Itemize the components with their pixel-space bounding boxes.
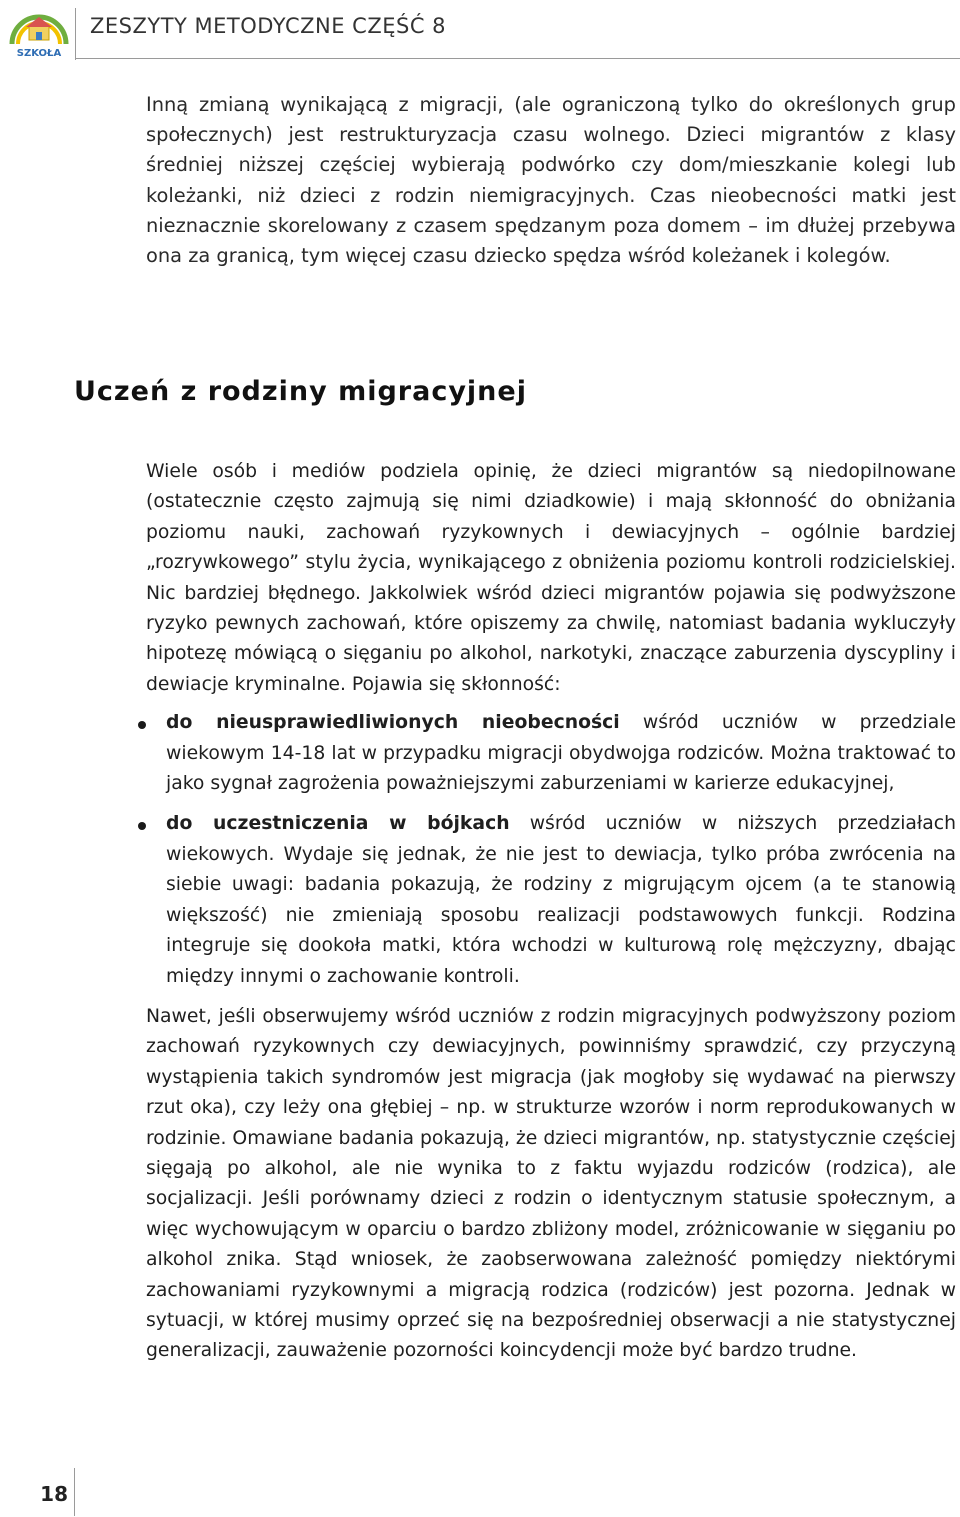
list-item (146, 809, 956, 991)
intro-block (146, 90, 956, 271)
list-item-bold: do uczestniczenia w bójkach (166, 813, 510, 835)
bullet-list (146, 708, 956, 992)
bullet-icon (138, 721, 146, 729)
section-paragraph-2: Nawet, jeśli obserwujemy wśród uczniów z rodzin migracyjnych podwyższony poziom zachowań ryzykownych czy dewiacyjnych, powinniśmy sprawdzić, czy przyczyną wystąpienia takich syndromów jest migracja (jak mogłoby się wydawać na pierwszy rzut oka), czy leży ona głębiej – np. w strukturze wzorów i norm reprodukowanych w rodzinie. Omawiane badania pokazują, że dzieci migrantów, np. statystycznie częściej sięgają po alkohol, ale nie wynika to z faktu wyjazdu rodziców (rodzica), ale socjalizacji. Jeśli porównamy dzieci z rodzin o identycznym statusie społecznym, a więc wychowującym w oparciu o bardzo zbliżony model, zróżnicowanie w sięganiu po alkohol znika. Stąd wniosek, że zaobserwowana zależność pomiędzy niektórymi zachowaniami ryzykownymi a migracją rodzica (rodziców) jest pozorna. Jednak w sytuacji, w której musimy oprzeć się na bezpośredniej obserwacji a nie statystycznej generalizacji, zauważenie pozorności koincydencji może być bardzo trudne. (146, 1005, 956, 1362)
section-body (146, 457, 956, 1367)
list-item-bold: do nieusprawiedliwionych nieobecności (166, 712, 620, 734)
list-item-rest: wśród uczniów w niższych przedziałach wiekowych. Wydaje się jednak, że nie jest to dewiacja, tylko próba zwrócenia na siebie uwagi: badania pokazują, że rodziny z migrującym ojcem (a te stanowią większość) nie zmieniają sposobu realizacji podstawowych funkcji. Rodzina integruje się dookoła matki, która wchodzi w kulturową rolę mężczyzny, dbając między innymi o zachowanie kontroli. (166, 813, 956, 987)
logo-text: SZKOŁA (16, 48, 62, 59)
header-underline (75, 58, 960, 59)
list-item-text (166, 708, 956, 799)
page-header-title: ZESZYTY METODYCZNE CZĘŚĆ 8 (90, 14, 447, 38)
section-heading: Uczeń z rodziny migracyjnej (74, 376, 527, 407)
list-item (146, 708, 956, 799)
footer-divider (74, 1468, 75, 1516)
section-paragraph-1: Wiele osób i mediów podziela opinię, że dzieci migrantów są niedopilnowane (ostatecznie często zajmują się nimi dziadkowie) i mają skłonność do obniżania poziomu nauki, zachowań ryzykownych i dewiacyjnych – ogólnie bardziej „rozrywkowego” stylu życia, wynikającego z obniżenia poziomu kontroli rodzicielskiej. Nic bardziej błędnego. Jakkolwiek wśród dzieci migrantów pojawia się podwyższone ryzyko pewnych zachowań, które opiszemy za chwilę, natomiast badania wykluczyły hipotezę mówiącą o sięganiu po alkohol, narkotyki, znaczące zaburzenia dyscypliny i dewiacje kryminalne. Pojawia się skłonność: (146, 461, 956, 695)
school-logo-icon (2, 4, 76, 62)
intro-paragraph: Inną zmianą wynikającą z migracji, (ale ograniczoną tylko do określonych grup społecznych) jest restrukturyzacja czasu wolnego. Dzieci migrantów z klasy średniej niższej częściej wybierają podwórko czy dom/mieszkanie kolegi lub koleżanki, niż dzieci z rodzin niemigracyjnych. Czas nieobecności matki jest nieznacznie skorelowany z czasem spędzanym poza domem – im dłużej przebywa ona za granicą, tym więcej czasu dziecko spędza wśród koleżanek i kolegów. (146, 93, 956, 268)
page-number: 18 (40, 1482, 68, 1506)
page-header (0, 0, 960, 62)
list-item-text (166, 809, 956, 991)
list-item-rest: wśród uczniów w przedziale wiekowym 14-18 lat w przypadku migracji obydwojga rodziców. Można traktować to jako sygnał zagrożenia poważniejszymi zaburzeniami w karierze edukacyjnej, (166, 712, 956, 795)
header-divider (75, 8, 76, 60)
bullet-icon (138, 822, 146, 830)
